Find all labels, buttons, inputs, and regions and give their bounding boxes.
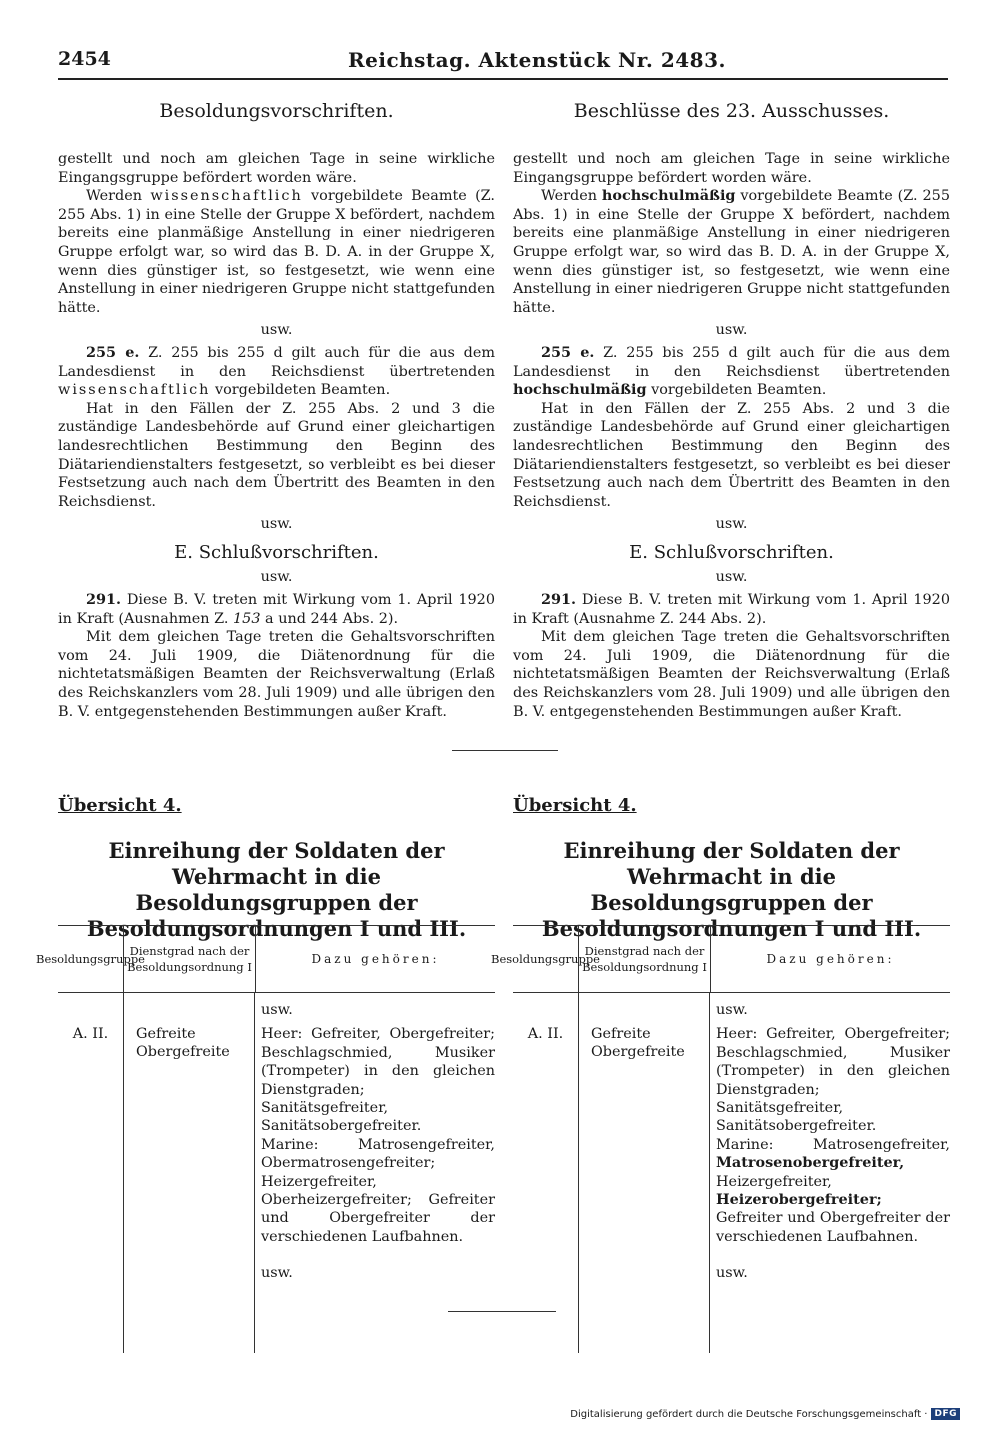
left-cell-group <box>58 993 124 1353</box>
section-divider-top <box>452 750 558 751</box>
right-rank-table <box>491 925 950 1353</box>
left-cell-ranks <box>124 993 255 1353</box>
left-header-rank: Dienstgrad nach der Besoldungsordnung I <box>124 926 256 992</box>
right-marine-entry: Marine: Matrosengefreiter, Matrosenobergefreiter, Heizergefreiter, Heizerobergefreiter; Gefreiter und Obergefreiter der verschiedenen Laufbahnen. <box>716 1136 950 1245</box>
right-paragraph-1: gestellt und noch am gleichen Tage in seine wirkliche Eingangsgruppe befördert worden wäre. <box>513 151 950 186</box>
right-cell-group <box>513 993 579 1353</box>
right-table-body <box>513 993 950 1353</box>
right-usw-1: usw. <box>715 322 748 339</box>
left-column-text <box>58 150 495 721</box>
right-paragraph-2: Werden hochschulmäßig vorgebildete Beamte (Z. 255 Abs. 1) in eine Stelle der Gruppe X befördert, nachdem bereits eine planmäßige Anstellung in einer niedrigeren Gruppe erfolgt war, so wird das B. D. A. in der Gruppe X, wenn dies günstiger ist, so festgesetzt, wie wenn eine Anstellung in einer niedrigeren Gruppe nicht stattgefunden hätte. <box>513 187 950 316</box>
credit-text: Digitalisierung gefördert durch die Deutsche Forschungsgemeinschaft · <box>570 1408 928 1420</box>
right-table-usw-top: usw. <box>716 1002 748 1018</box>
right-header-rank: Dienstgrad nach der Besoldungsordnung I <box>579 926 711 992</box>
left-overview <box>58 795 495 942</box>
right-usw-2: usw. <box>715 516 748 533</box>
left-ranks-value: Gefreite Obergefreite <box>136 1026 230 1061</box>
left-heer-entry: Heer: Gefreiter, Obergefreiter; Beschlagschmied, Musiker (Trompeter) in den gleichen Dienstgraden; Sanitätsgefreiter, Sanitätsobergefreiter. <box>261 1026 495 1135</box>
left-rank-table <box>36 925 495 1353</box>
left-cell-includes <box>255 993 495 1353</box>
header-rule <box>58 78 948 80</box>
left-paragraph-1: gestellt und noch am gleichen Tage in seine wirkliche Eingangsgruppe befördert worden wäre. <box>58 151 495 186</box>
digitization-credit <box>570 1408 960 1420</box>
right-section-heading: E. Schlußvorschriften. <box>629 541 834 563</box>
right-cell-ranks <box>579 993 710 1353</box>
right-paragraph-291: 291. Diese B. V. treten mit Wirkung vom 1. April 1920 in Kraft (Ausnahme Z. 244 Abs. 2). <box>513 591 950 627</box>
left-paragraph-291: 291. Diese B. V. treten mit Wirkung vom 1. April 1920 in Kraft (Ausnahmen Z. 153 a und 244 Abs. 2). <box>58 591 495 627</box>
left-usw-3: usw. <box>260 569 293 586</box>
left-paragraph-4: Hat in den Fällen der Z. 255 Abs. 2 und 3 die zuständige Landesbehörde auf Grund einer gleichartigen landesrechtlichen Bestimmung den Beginn des Diätariendienstalters festgesetzt, so verbleibt es bei dieser Festsetzung auch nach dem Übertritt des Beamten in den Reichsdienst. <box>58 400 495 510</box>
right-column-title: Beschlüsse des 23. Ausschusses. <box>573 100 890 122</box>
right-paragraph-6: Mit dem gleichen Tage treten die Gehaltsvorschriften vom 24. Juli 1909, die Diätenordnung für die nichtetatsmäßigen Beamten der Reichsverwaltung (Erlaß des Reichskanzlers vom 28. Juli 1909) und alle übrigen den B. V. entgegenstehenden Bestimmungen außer Kraft. <box>513 629 950 720</box>
right-overview <box>513 795 950 942</box>
left-overview-title: Einreihung der Soldaten der Wehrmacht in die Besoldungsgruppen der Besoldungsordnungen I und III. <box>86 838 467 941</box>
left-header-group: Besoldungsgruppe <box>58 926 124 992</box>
left-header-includes: Dazu gehören: <box>311 952 440 966</box>
left-overview-label: Übersicht 4. <box>58 795 182 816</box>
right-paragraph-255e: 255 e. Z. 255 bis 255 d gilt auch für die aus dem Landesdienst in den Reichsdienst übertretenden hochschulmäßig vorgebildeten Beamten. <box>513 343 950 399</box>
running-head: Reichstag. Aktenstück Nr. 2483. <box>348 48 726 72</box>
page-number: 2454 <box>58 48 111 70</box>
dfg-logo: DFG <box>931 1408 960 1420</box>
right-cell-includes <box>710 993 950 1353</box>
right-header-group: Besoldungsgruppe <box>513 926 579 992</box>
right-overview-label: Übersicht 4. <box>513 795 637 816</box>
right-table-header <box>491 925 950 993</box>
left-group-value: A. II. <box>72 1026 109 1042</box>
left-table-body <box>58 993 495 1353</box>
right-column-text <box>513 150 950 721</box>
right-table-usw-bottom: usw. <box>716 1265 748 1282</box>
right-heer-entry: Heer: Gefreiter, Obergefreiter; Beschlagschmied, Musiker (Trompeter) in den gleichen Dienstgraden; Sanitätsgefreiter, Sanitätsobergefreiter. <box>716 1026 950 1135</box>
left-table-usw-bottom: usw. <box>261 1265 293 1282</box>
left-paragraph-2: Werden wissenschaftlich vorgebildete Beamte (Z. 255 Abs. 1) in eine Stelle der Gruppe X befördert, nachdem bereits eine planmäßige Anstellung in einer niedrigeren Gruppe erfolgt war, so wird das B. D. A. in der Gruppe X, wenn dies günstiger ist, so festgesetzt, wie wenn eine Anstellung in einer niedrigeren Gruppe nicht stattgefunden hätte. <box>58 188 495 316</box>
right-group-value: A. II. <box>527 1026 564 1042</box>
left-usw-2: usw. <box>260 516 293 533</box>
left-paragraph-6: Mit dem gleichen Tage treten die Gehaltsvorschriften vom 24. Juli 1909, die Diätenordnung für die nichtetatsmäßigen Beamten der Reichsverwaltung (Erlaß des Reichskanzlers vom 28. Juli 1909) und alle übrigen den B. V. entgegenstehenden Bestimmungen außer Kraft. <box>58 629 495 720</box>
right-paragraph-4: Hat in den Fällen der Z. 255 Abs. 2 und 3 die zuständige Landesbehörde auf Grund einer gleichartigen landesrechtlichen Bestimmung den Beginn des Diätariendienstalters festgesetzt, so verbleibt es bei dieser Festsetzung auch nach dem Übertritt des Beamten in den Reichsdienst. <box>513 400 950 510</box>
left-marine-entry: Marine: Matrosengefreiter, Obermatrosengefreiter; Heizergefreiter, Oberheizergefreiter; Gefreiter und Obergefreiter der verschiedenen Laufbahnen. <box>261 1136 495 1245</box>
section-divider-bottom <box>448 1311 556 1312</box>
left-usw-1: usw. <box>260 322 293 339</box>
right-ranks-value: Gefreite Obergefreite <box>591 1026 685 1061</box>
left-paragraph-255e: 255 e. Z. 255 bis 255 d gilt auch für die aus dem Landesdienst in den Reichsdienst übertretenden wissenschaftlich vorgebildeten Beamten. <box>58 343 495 399</box>
left-column-title: Besoldungsvorschriften. <box>159 100 394 122</box>
page-header <box>58 48 948 78</box>
right-header-includes: Dazu gehören: <box>766 952 895 966</box>
left-section-heading: E. Schlußvorschriften. <box>174 541 379 563</box>
left-table-header <box>36 925 495 993</box>
right-overview-title: Einreihung der Soldaten der Wehrmacht in die Besoldungsgruppen der Besoldungsordnungen I und III. <box>541 838 922 941</box>
left-table-usw-top: usw. <box>261 1002 293 1018</box>
right-usw-3: usw. <box>715 569 748 586</box>
